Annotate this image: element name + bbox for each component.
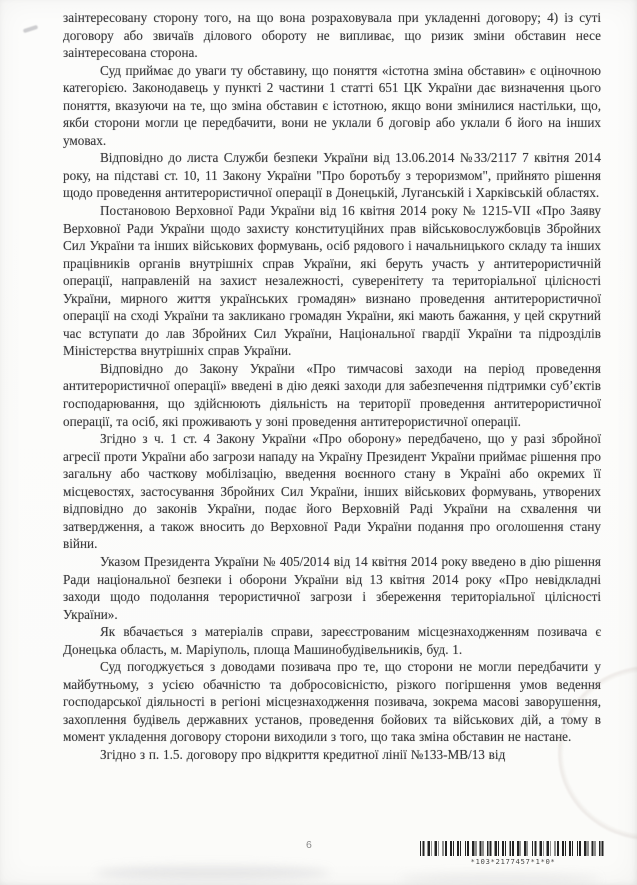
paragraph: Як вбачається з матеріалів справи, зареєстрованим місцезнаходженням позивача є Донецька область, м. Маріуполь, площа Машинобудівельників, буд. 1. bbox=[63, 624, 601, 657]
paragraph: Суд приймає до уваги ту обставину, що поняття «істотна зміна обставин» є оціночною категорією. Законодавець у пункті 2 частини 1 статті 651 ЦК України дає визначення цього поняття, вказуючи на те, що зміна обставин є істотною, якщо вони змінилися настільки, що, якби сторони могли це передбачити, вони не уклали б договір або уклали б його на інших умовах. bbox=[63, 62, 601, 148]
page-number: 6 bbox=[306, 839, 312, 851]
paragraph: Відповідно до листа Служби безпеки України від 13.06.2014 №33/2117 7 квітня 2014 року, на підставі ст. 10, 11 Закону України "Про боротьбу з тероризмом", прийнято рішення щодо проведення антитерористичної операції в Донецькій, Луганській і Харківській областях. bbox=[63, 150, 601, 201]
scan-artifact-mark bbox=[23, 25, 39, 33]
paragraph: Згідно з ч. 1 ст. 4 Закону України «Про оборону» передбачено, що у разі збройної агресії проти України або загрози нападу на Україну Президент України приймає рішення про загальну або часткову мобілізацію, введення воєнного стану в Україні або окремих її місцевостях, застосування Збройних Сил України, інших військових формувань, утворених відповідно до законів України, подає його Верховній Раді України на схвалення чи затвердження, а також вносить до Верховної Ради України подання про оголошення стану війни. bbox=[63, 431, 601, 552]
paragraph: Суд погоджується з доводами позивача про те, що сторони не могли передбачити у майбутньому, з усією обачністю та добросовісністю, різкого погіршення умов ведення господарської діяльності в регіоні місцезнаходження позивача, зокрема масові заворушення, захоплення будівель державних установ, проведення бойових та військових дій, а тому в момент укладення договору сторони виходили з того, що така зміна обставин не настане. bbox=[63, 659, 601, 745]
document-body bbox=[63, 9, 601, 764]
barcode-bars-icon bbox=[420, 841, 606, 856]
paragraph: Указом Президента України № 405/2014 від 14 квітня 2014 року введено в дію рішення Ради національної безпеки і оборони України від 13 квітня 2014 року «Про невідкладні заходи щодо подолання терористичної загрози і збереження територіальної цілісності України». bbox=[63, 553, 601, 622]
paragraph: Постановою Верховної Ради України від 16 квітня 2014 року № 1215-VII «Про Заяву Верховної Ради України щодо захисту конституційних прав військовослужбовців Збройних Сил України та інших військових формувань, осіб рядового і начальницького складу та інших працівників органів внутрішніх справ України, які беруть участь у антитерористичній операції, направленій на захист незалежності, суверенітету та територіальної цілісності України, мирного життя українських громадян» визнано проведення антитерористичної операції на сході України та закликано громадян України, які мають бажання, у цей скрутний час вступати до лав Збройних Сил України, Національної гвардії України та підрозділів Міністерства внутрішніх справ України. bbox=[63, 203, 601, 359]
barcode bbox=[419, 841, 607, 866]
barcode-label: *103*2177457*1*0* bbox=[470, 857, 556, 866]
scan-smudge bbox=[400, 874, 600, 884]
scan-smudge bbox=[95, 866, 330, 880]
paragraph: заінтересовану сторону того, на що вона розраховувала при укладенні договору; 4) із суті договору або звичаїв ділового обороту не випливає, що ризик зміни обставин несе заінтересована сторона. bbox=[63, 10, 601, 61]
paragraph: Відповідно до Закону України «Про тимчасові заходи на період проведення антитерористичної операції» введені в дію деякі заходи для забезпечення підтримки суб’єктів господарювання, що здійснюють діяльність на території проведення антитерористичної операції, та осіб, які проживають у зоні проведення антитерористичної операції. bbox=[63, 360, 601, 429]
paragraph: Згідно з п. 1.5. договору про відкриття кредитної лінії №133-МВ/13 від bbox=[100, 746, 506, 762]
